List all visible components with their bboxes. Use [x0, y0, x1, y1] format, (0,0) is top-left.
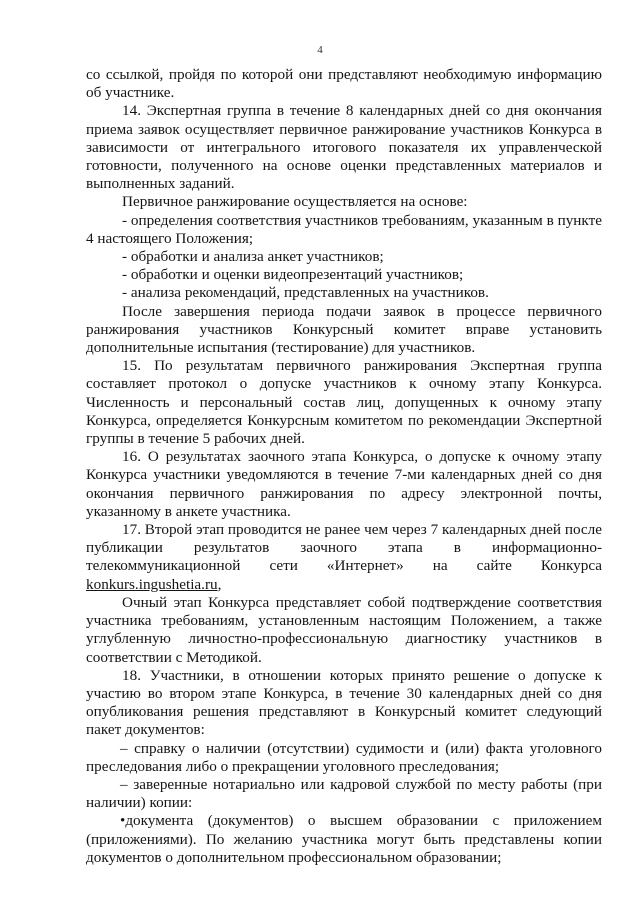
page-number: 4 [317, 44, 323, 56]
paragraph-item-17-tail: , [217, 575, 222, 593]
paragraph: Очный этап Конкурса представляет собой подтверждение соответствия участника требованиям, установленным настоящим Положением, а также углубленную личностно-профессиональную диагностику участников в соответствии с Методикой. [86, 593, 602, 666]
paragraph: со ссылкой, пройдя по которой они представляют необходимую информацию об участнике. [86, 66, 602, 102]
document-body [86, 66, 602, 867]
list-item: - обработки и анализа анкет участников; [122, 248, 384, 266]
list-item: •документа (документов) о высшем образовании с приложением (приложениями). По желанию участника могут быть представлены копии документов о дополнительном профессиональном образовании; [86, 812, 602, 866]
list-item: - обработки и оценки видеопрезентаций участников; [122, 266, 464, 284]
paragraph-item-17-text: 17. Второй этап проводится не ранее чем через 7 календарных дней после публикации результатов заочного этапа в информационно-телекоммуникационной сети «Интернет» на сайте Конкурса [86, 521, 602, 575]
paragraph-item-18: 18. Участники, в отношении которых принято решение о допуске к участию во втором этапе Конкурса, в течение 30 календарных дней со дня опубликования решения представляют в Конкурсный комитет следующий пакет документов: [86, 666, 602, 739]
paragraph-item-16: 16. О результатах заочного этапа Конкурса, о допуске к очному этапу Конкурса участники уведомляются в течение 7-ми календарных дней со дня окончания первичного ранжирования по адресу электронной почты, указанному в анкете участника. [86, 448, 602, 520]
list-item: – справку о наличии (отсутствии) судимости и (или) факта уголовного преследования либо о прекращении уголовного преследования; [86, 739, 602, 775]
site-link[interactable]: konkurs.ingushetia.ru [86, 575, 218, 593]
list-item: - анализа рекомендаций, представленных на участников. [122, 284, 489, 302]
list-item: – заверенные нотариально или кадровой службой по месту работы (при наличии) копии: [86, 775, 602, 812]
paragraph-item-15: 15. По результатам первичного ранжирования Экспертная группа составляет протокол о допуске участников к очному этапу Конкурса. Численность и персональный состав лиц, допущенных к очному этапу Конкурса, определяется Конкурсным комитетом по рекомендации Экспертной группы в течение 5 рабочих дней. [86, 357, 602, 448]
paragraph-item-17 [86, 521, 602, 594]
paragraph: Первичное ранжирование осуществляется на основе: [122, 193, 468, 211]
list-item: - определения соответствия участников требованиям, указанным в пункте 4 настоящего Положения; [86, 211, 602, 247]
paragraph-item-14: 14. Экспертная группа в течение 8 календарных дней со дня окончания приема заявок осуществляет первичное ранжирование участников Конкурса в зависимости от интегрального итогового показателя их управленческой готовности, полученного на основе оценки представленных материалов и выполненных заданий. [86, 102, 602, 193]
paragraph: После завершения периода подачи заявок в процессе первичного ранжирования участников Конкурсный комитет вправе установить дополнительные испытания (тестирование) для участников. [86, 302, 602, 357]
